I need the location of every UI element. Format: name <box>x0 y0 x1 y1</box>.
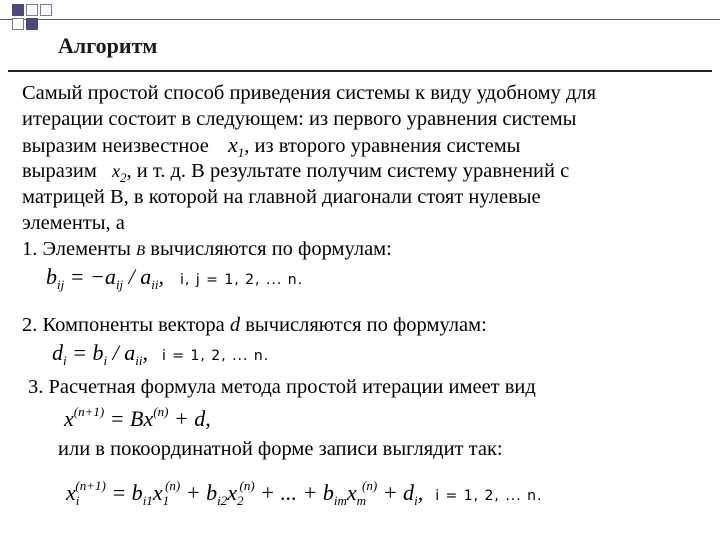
text-fragment: вычисляются по формулам: <box>150 238 392 260</box>
vector-d-label: d <box>229 314 241 336</box>
formula-3: $x^{(n+1)} = Bx^{(n)} + d$, <box>64 404 211 431</box>
deco-square <box>12 4 24 16</box>
text-fragment: 2. Компоненты вектора <box>22 314 225 336</box>
matrix-b-label: B <box>136 243 146 259</box>
text-fragment: выразим <box>22 160 97 182</box>
text-fragment: выразим неизвестное <box>22 135 209 157</box>
deco-square <box>26 18 38 30</box>
text-fragment: , и т. д. В результате получим систему уравнений с <box>126 160 570 182</box>
deco-square <box>40 4 52 16</box>
deco-square <box>26 4 38 16</box>
var-x1-sub: 1 <box>237 145 245 160</box>
text-fragment: , из второго уравнения системы <box>244 135 521 157</box>
paragraph-line-8 <box>22 312 487 338</box>
deco-square <box>12 18 24 30</box>
paragraph-line-9: 3. Расчетная формула метода простой итерации имеет вид <box>28 376 536 398</box>
header-line <box>0 19 720 20</box>
formula-4-range: i = 1, 2, ... n. <box>435 488 543 504</box>
text-fragment: вычисляются по формулам: <box>245 314 487 336</box>
text-fragment: 1. Элементы <box>22 238 131 260</box>
var-x2 <box>111 161 127 185</box>
paragraph-line-7 <box>22 236 392 264</box>
paragraph-line-6: элементы, а <box>22 212 125 234</box>
title-divider <box>8 70 712 72</box>
paragraph-line-2: итерации состоит в следующем: из первого уравнения системы <box>22 108 577 130</box>
formula-4: $x_i^{(n+1)} = b_{i1}x_1^{(n)} + b_{i2}x_2^{(n)}$ + ... + $b_{im}x_m^{(n)} + d_i$, i = 1, 2, ... n. <box>66 478 543 508</box>
paragraph-line-10: или в покоординатной форме записи выглядит так: <box>58 438 503 460</box>
var-x2-sub: 2 <box>119 170 127 185</box>
var-x2-base: x <box>111 161 120 181</box>
paragraph-line-1: Самый простой способ приведения системы к виду удобному для <box>22 82 597 104</box>
paragraph-line-5: матрицей B, в которой на главной диагонали стоят нулевые <box>22 186 541 208</box>
var-x1 <box>228 132 245 160</box>
formula-2: $d_i = b_i / a_{ii}$, i = 1, 2, ... n. <box>52 340 270 368</box>
var-x1-base: x <box>228 132 238 157</box>
formula-2-range: i = 1, 2, ... n. <box>161 348 270 364</box>
formula-1-range: i, j = 1, 2, ... n. <box>180 272 304 288</box>
formula-1: $b_{ij} = -a_{ij} / a_{ii}$, i, j = 1, 2, ... n. <box>46 264 304 292</box>
page-title: Алгоритм <box>58 33 158 58</box>
